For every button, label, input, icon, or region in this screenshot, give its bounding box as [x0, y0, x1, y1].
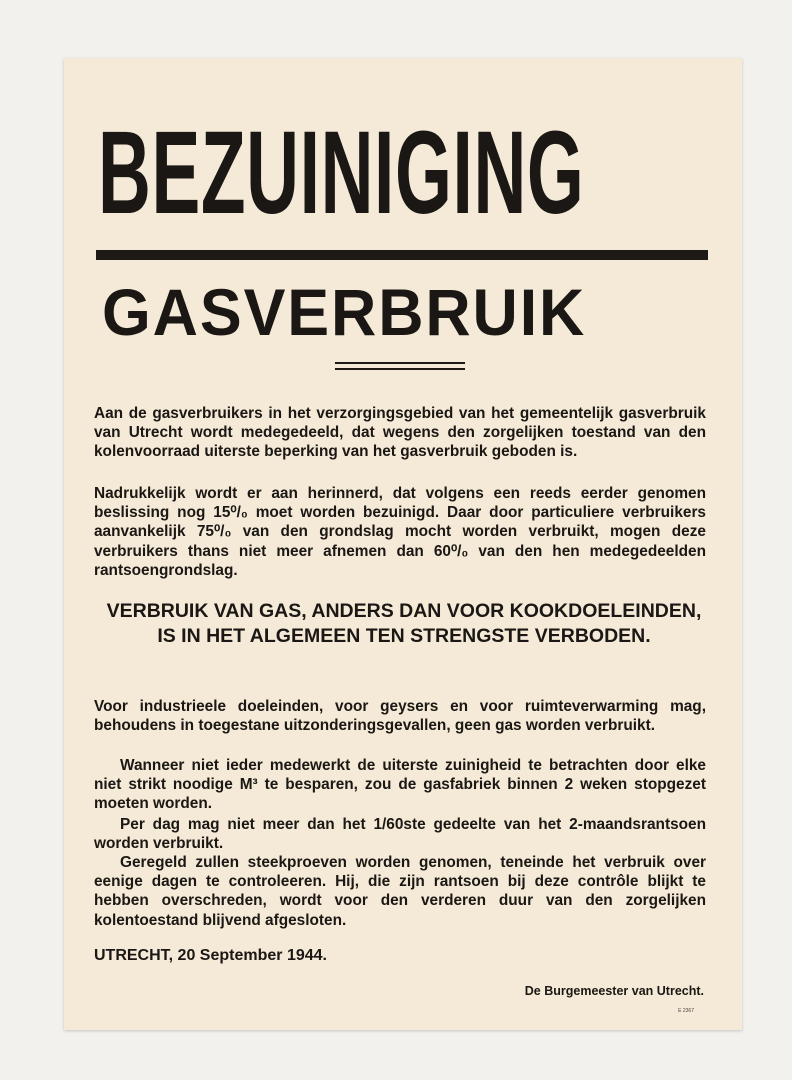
title-underline — [96, 250, 708, 260]
paragraph-intro: Aan de gasverbruikers in het verzorgingsgebied van het gemeentelijk gasverbruik van Utrecht wordt medegedeeld, dat wegens den zorgelijken toestand van den kolenvoorraad uiterste beperking van het gasverbruik geboden is. — [94, 405, 706, 461]
print-code: E 2367 — [678, 1008, 694, 1014]
poster-title: BEZUINIGING — [98, 107, 585, 239]
emphasis-notice: VERBRUIK VAN GAS, ANDERS DAN VOOR KOOKDOELEINDEN, IS IN HET ALGEMEEN TEN STRENGSTE VERBODEN. — [106, 600, 702, 647]
date-line: UTRECHT, 20 September 1944. — [94, 947, 327, 964]
signature: De Burgemeester van Utrecht. — [524, 984, 704, 998]
paragraph-industrial: Voor industrieele doeleinden, voor geysers en voor ruimteverwarming mag, behoudens in toegestane uitzonderingsgevallen, geen gas worden verbruikt. — [94, 698, 706, 735]
poster — [64, 58, 742, 1030]
paragraph-controls: Geregeld zullen steekproeven worden genomen, teneinde het verbruik over eenige dagen te controleeren. Hij, die zijn rantsoen bij deze contrôle blijkt te hebben overschreden, wordt voor den verderen duur van den zorgelijken kolentoestand blijvend afgesloten. — [94, 854, 706, 929]
poster-subtitle: GASVERBRUIK — [102, 275, 587, 349]
paragraph-shutdown-warning: Wanneer niet ieder medewerkt de uiterste zuinigheid te betrachten door elke niet strikt noodige M³ te besparen, zou de gasfabriek binnen 2 weken stopgezet moeten worden. — [94, 757, 706, 813]
paragraph-daily-limit: Per dag mag niet meer dan het 1/60ste gedeelte van het 2-maandsrantsoen worden verbruikt. — [94, 816, 706, 853]
double-divider — [335, 362, 465, 370]
paragraph-reminder: Nadrukkelijk wordt er aan herinnerd, dat volgens een reeds eerder genomen beslissing nog 15⁰/₀ moet worden bezuinigd. Daar door particuliere verbruikers aanvankelijk 75⁰/₀ van den grondslag mocht worden verbruikt, mogen deze verbruikers thans niet meer afnemen dan 60⁰/₀ van den hen medegedeelden rantsoengrondslag. — [94, 485, 706, 579]
